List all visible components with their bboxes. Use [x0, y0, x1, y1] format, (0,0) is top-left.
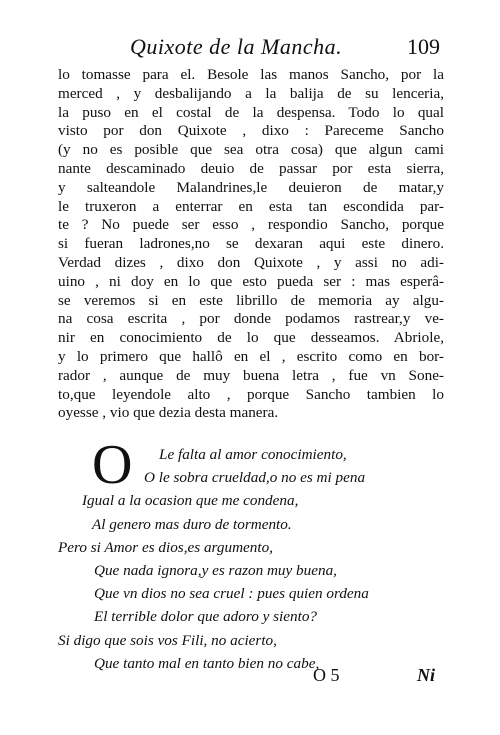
sonnet-line: Al genero mas duro de tormento. — [92, 515, 292, 533]
prose-line: te ? No puede ser esso , respondio Sancho, porque — [58, 216, 444, 234]
sonnet-line: Que nada ignora,y es razon muy buena, — [94, 561, 337, 579]
sonnet-line: O le sobra crueldad,o no es mi pena — [144, 469, 366, 487]
drop-cap: O — [92, 434, 133, 496]
prose-line: visto por don Quixote , dixo : Pareceme Sancho — [58, 122, 444, 140]
sonnet-line: Que vn dios no sea cruel : pues quien ordena — [94, 585, 369, 603]
sonnet-block — [58, 434, 458, 675]
sonnet-line: Pero si Amor es dios,es argumento, — [58, 538, 274, 556]
prose-line: y salteandole Malandrines,le deuieron de matar,y — [58, 178, 444, 196]
sonnet-line: El terrible dolor que adoro y siento? — [94, 608, 318, 626]
sonnet-line: Le falta al amor conocimiento, — [159, 446, 347, 463]
prose-line: si fueran ladrones,no se dexaran aqui este dinero. — [58, 235, 444, 253]
prose-line: se veremos si en este librillo de memoria ay algu- — [58, 291, 444, 309]
signature-mark: O 5 — [313, 665, 340, 685]
prose-line: to,que leyendole alto , porque Sancho tambien lo — [58, 385, 444, 403]
sonnet-line: Que tanto mal en tanto bien no cabe, — [94, 654, 320, 672]
prose-block — [58, 66, 444, 423]
running-title: Quixote de la Mancha. — [130, 34, 343, 59]
page-number: 109 — [407, 34, 440, 59]
sonnet-line: Igual a la ocasion que me condena, — [82, 492, 299, 510]
prose-line: nante descaminado deuio de passar por esta sierra, — [58, 159, 444, 177]
catchword: Ni — [417, 665, 435, 685]
prose-line: oyesse , vio que dezia desta manera. — [58, 404, 279, 422]
prose-line: Verdad dizes , dixo don Quixote , y assi no adi- — [58, 253, 444, 271]
prose-line: (y no es posible que sea otra cosa) que algun cami — [58, 141, 444, 159]
prose-line: merced , y desbalijando a la balija de su lenceria, — [58, 84, 444, 102]
prose-line: uino , ni doy en lo que esto pueda ser : mas esperâ- — [58, 272, 444, 290]
prose-line: na cosa escrita , por donde podamos rastrear,y ve- — [58, 310, 444, 328]
prose-line: la puso en el costal de la despensa. Todo lo qual — [58, 103, 444, 121]
prose-line: y lo primero que hallô en el , escrito como en bor- — [58, 347, 444, 365]
prose-line: nir en conocimiento de lo que desseamos. Abriole, — [58, 329, 444, 347]
prose-line: rador , aunque de muy buena letra , fue vn Sone- — [58, 366, 444, 384]
sonnet-line: Si digo que sois vos Fili, no acierto, — [58, 631, 277, 649]
prose-line: le truxeron a enterrar en esta tan escondida par- — [58, 197, 444, 215]
prose-line: lo tomasse para el. Besole las manos Sancho, por la — [58, 66, 444, 83]
